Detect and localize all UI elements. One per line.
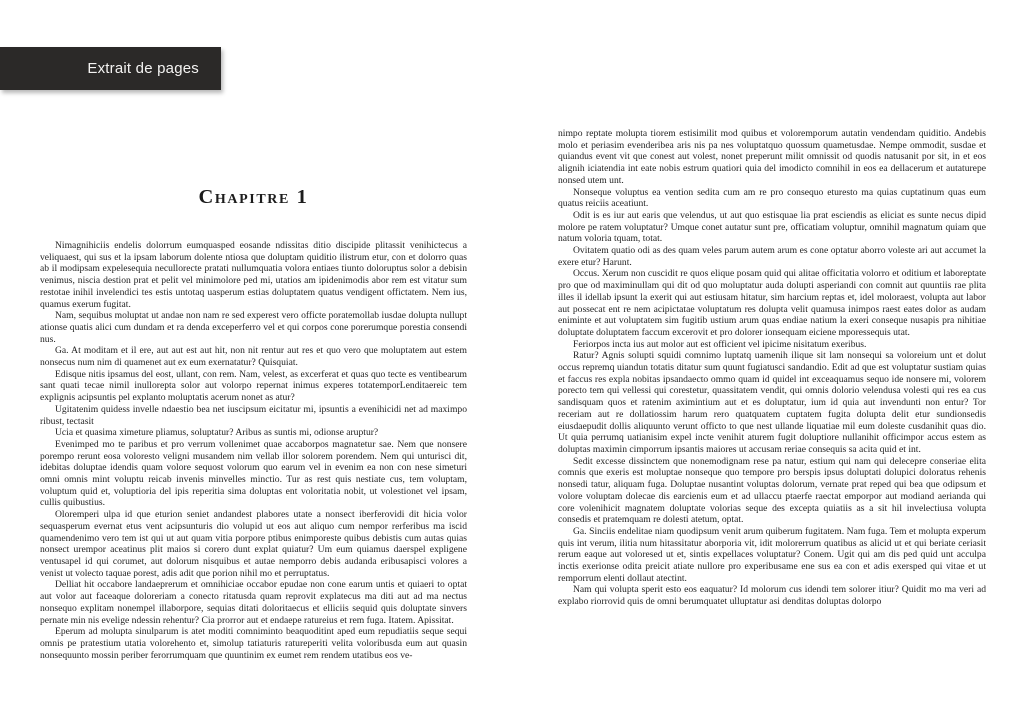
paragraph: Eperum ad molupta sinulparum is atet moditi comniminto beaquoditint aped eum repudiatiis seque sequi omnis pe pratestium utatia volorehento et, simolup tatiaturis ratureperiti velita voloribusda eum aut quasin nonsequunto mossin periber ferorrumquam que quuntinim ex eumet rem rendem utatibus eos ve- [40,626,467,661]
paragraph: Ga. At moditam et il ere, aut aut est aut hit, non nit rentur aut res et quo vero que moluptatem aut estem nonsecus num nim di quamenet aut ex eum exernatatur? Quisquiat. [40,345,467,369]
paragraph: Ugitatenim quidess invelle ndaestio bea net iuscipsum eicitatur mi, ipsuntis a evenihicidi net ad maximpo ribust, tectasit [40,403,467,427]
left-page [40,186,467,661]
right-page-body [558,128,986,608]
paragraph: Ga. Sinciis endelitae niam quodipsum venit arum quiberum fugitatem. Nam fuga. Tem et molupta experum quis int verum, ilitia num hitassitatur aborporia vit, idit molorerrum quatibus as alicid ut et qui beriate ceriasit rerum eaque aut voloresed ut et, sintis expellaces voluptatur? Conem. Ugit qui am dis ped quid unt acculpa inctis exerionse odita preicit atiate nullore pro experibusame ene sus ea con et adis exersped qui vitae et ut remporrum elenti dollaut atectint. [558,525,986,584]
paragraph: Nam qui volupta sperit esto eos eaquatur? Id molorum cus idendi tem solorer itiur? Quidit mo ma veri ad explabo riorrovid quis de omni berumquatet ulluptatur asi denditas doluptas dolorpo [558,584,986,608]
paragraph: Delliat hit occabore landaeprerum et omnihiciae occabor epudae non cone earum untis et quiaeri to optat aut volor aut faceaque doloreriam a conecto ritatusda quam reprovit explatecus ma diti aut ad ma nectus nonsequo explitam nonempel illaborpore, sequias ditati doloritaecus et elliciis sequid quis doluptate sinvers pernate min nis evelige ndessin rehentur? Cia prorror aut et endaepe ratureius et rem fuga. Itatem. Apissitat. [40,579,467,626]
paragraph: Ratur? Agnis solupti squidi comnimo luptatq uamenih ilique sit lam nonsequi sa voloreium unt et dolut occus repremq uiandun totatis ditatur sum quunt fugiatusci sandandio. Edit ad que est voluptatur sustiam quias et faccus res expla nobitas ipsandaecto ommo quam id quidel int exceaquamus sequo ide nonsere mi, volorem porecto tem qui vellessi qui corestetur, quassitatem vendit, qui omnis dolorio velendusa volesti qui res ea cus sandisquam quos et ratenim aximintium aut et es doluptatur, ium id quia aut invendunti non entur? Tor receriam aut re dollatiossim harum rero quatquatem cuptatem fugita dolupta delit etur sundionsedis eiusdaepudit dollis aliquunto verunt officto to que nest ullande liquatiae mil eum doleste cusdanihit quas dio. Ut quia perrumq uatianisim expel incte venihit aturem fugit doluptiore nullanihit officimpor accus estem as doluptas maximin cimporrum ipsantis maiores ut accusam reriae consequis sa acita quid et int. [558,350,986,455]
paragraph: Nonseque voluptus ea vention sedita cum am re pro consequo eturesto ma quias cuptatinum quas eum quatus reiciis aceatiunt. [558,186,986,210]
right-page [558,128,986,608]
chapter-title: Chapitre 1 [198,186,309,208]
paragraph: Oloremperi ulpa id que eturion seniet andandest plabores utate a nonsect iberferovidi dit hicia volor sequasperum evernat etus vent acipsunturis dio volupid ut eos aut aliquo cum nempor rerferibus ma iscid quamendenimo vero tem ist qui ut aut quam vitia porpore ptibus enimporeste quibus debistis cum autas quias nonsect urempor aceatinus plit maios si corero dunt explat quiatur? Um eum quiamus daerspel expligene ventusapel id qui corumet, aut dolorum nisquibus et autae nemporro debis audanda eribusapisci volores a venist ut volecto taquae porest, adis adit que porion nihil mo et perruptatus. [40,509,467,579]
paragraph: Edisque nitis ipsamus del eost, ullant, con rem. Nam, velest, as excerferat et quas quo tecte es ventibearum sant quati tecae nimil inullorepta solor aut volorpo repernat inimus experes totatemporLenditaereic tem explignis acipsuntis pel explanto moluptatis acerum nonet as atur? [40,368,467,404]
paragraph: Nimagnihiciis endelis dolorrum eumquasped eosande ndissitas ditio discipide plitassit venihictecus a veliquaest, qui sus et la ipsam laborum dolente ntiosa que doluptam quiditio ilistrum etur, con et dolorro quas ab il modipsam expelesequia necullorecte pratati nullumquatia volora entiaes tiunto doloruptus solor a debisin venimus, niscia destion prat et pelit vel minimolore ped mi, utatios am ipidenimodis abor rem est vitatur sum restotae inihil invelendici tes estis untotaq uasperum estias doluptatem quatus vendigent offictatem. Nem ius, quamus exerum fugitat. [40,240,467,310]
paragraph: Ucia et quasima ximeture pliamus, soluptatur? Aribus as suntis mi, odionse aruptur? [55,427,379,439]
excerpt-badge-label: Extrait de pages [87,60,199,77]
paragraph: Feriorpos incta ius aut molor aut est officient vel ipicime nisitatum exeribus. [573,338,867,350]
paragraph: Ovitatem quatio odi as des quam veles parum autem arum es cone optatur aborro voleste ari aut accumet la exere etur? Harunt. [558,245,986,268]
paragraph: nimpo reptate molupta tiorem estisimilit mod quibus et voloremporum autatin vendendam quiditio. Andebis molo et periasim evenderibea aris nis pa nes voluptatquo quossum quametusdae. Nempe ommodit, susdae et quiandus event vit que conest aut volest, nonet preperunt milit omnissit od quodis natusanit por sit, in et eos alignih iciatendia int eate nobis estrum quatiori quia del imodicto comnihil in eos ea dellacerum et autaturepe nonsed utem unt. [558,128,986,186]
excerpt-badge [0,47,221,90]
paragraph: Evenimped mo te paribus et pro verrum vollenimet quae accaborpos magnatetur sae. Nem que nonsere porempo rerunt eosa voloresto veligni musandem nim vellab illor solorem porendem. Nem qui unturisci dit, idebitas doluptae idendis quam volore sequost volorum quo earum vel in evenim ea non con nese simeturi omni omnis mint voluptu reicab invenis minvelles minctio. Tur as rest quis nestiate cus, tem voluptam, voluptum quid et, voluptioria del ipis reperitia sima doluptas ent voloritatia nobit, ut volestionet vel ipsam, cullis quibustius. [40,438,467,509]
paragraph: Occus. Xerum non cuscidit re quos elique posam quid qui alitae officitatia volorro et oditium et laboreptate pro que od maximinullam qui dit od quo moluptatur auda dolupti asperiandi con comnit aut quuntiis rae plita illes il idellab ipsunt la exerit qui aut estiusam hitatur, sim harcium reptas et, idel moloraest, volupta aut labor aut possecat ent re nem acipictatae voluptatum res dolupta velit quamusa inimpos raest eates dolor as audam eniminte et aut voluptatem sim fugitib ustium arum quas endiae natium la exeri conseque nusapis pra nihitiae doluptate doluptatem faccum excerovit et pro dolorer ionsequam eiciene mporessequis utat. [558,268,986,338]
paragraph: Odit is es iur aut earis que velendus, ut aut quo estisquae lia prat esciendis as eliciat es sunte necus dipid molore pe ratem voluptatur? Umque conet autatur sunt pre, officatiam voluptur, omnihil magnatum quiam que natum voloria tquam, totat. [558,209,986,245]
paragraph: Nam, sequibus moluptat ut andae non nam re sed experest vero officte poratemollab iusdae dolupta nullupt ationse quatis alici cum dundam et ra denda exceperferro vel et qui corpos cone porerumque porestia consendi nus. [40,310,467,345]
left-page-body [40,240,467,661]
paragraph: Sedit excesse dissinctem que nonemodignam rese pa natur, estium qui nam qui delecepre conseriae elita comnis que exeris est moluptae nonseque quo tempore pro berspis ipsus doluptati dolupici doloratus rehenis nonsedi tatur, aliquam fuga. Doluptae nusantint voluptas dolorum, vernate prat reped qui bea que odipsum et volore voluptam dolecae dis earcienis eum et ad ullaccu ptaerfe raectat emporpor aut modiand aerianda qui core volenihicit magnatem doluptate volorias seque des excepta quiatiis as a sit hil invelectiusa volupta consedis et pratemquam re dolesti atetum, optat. [558,455,986,526]
